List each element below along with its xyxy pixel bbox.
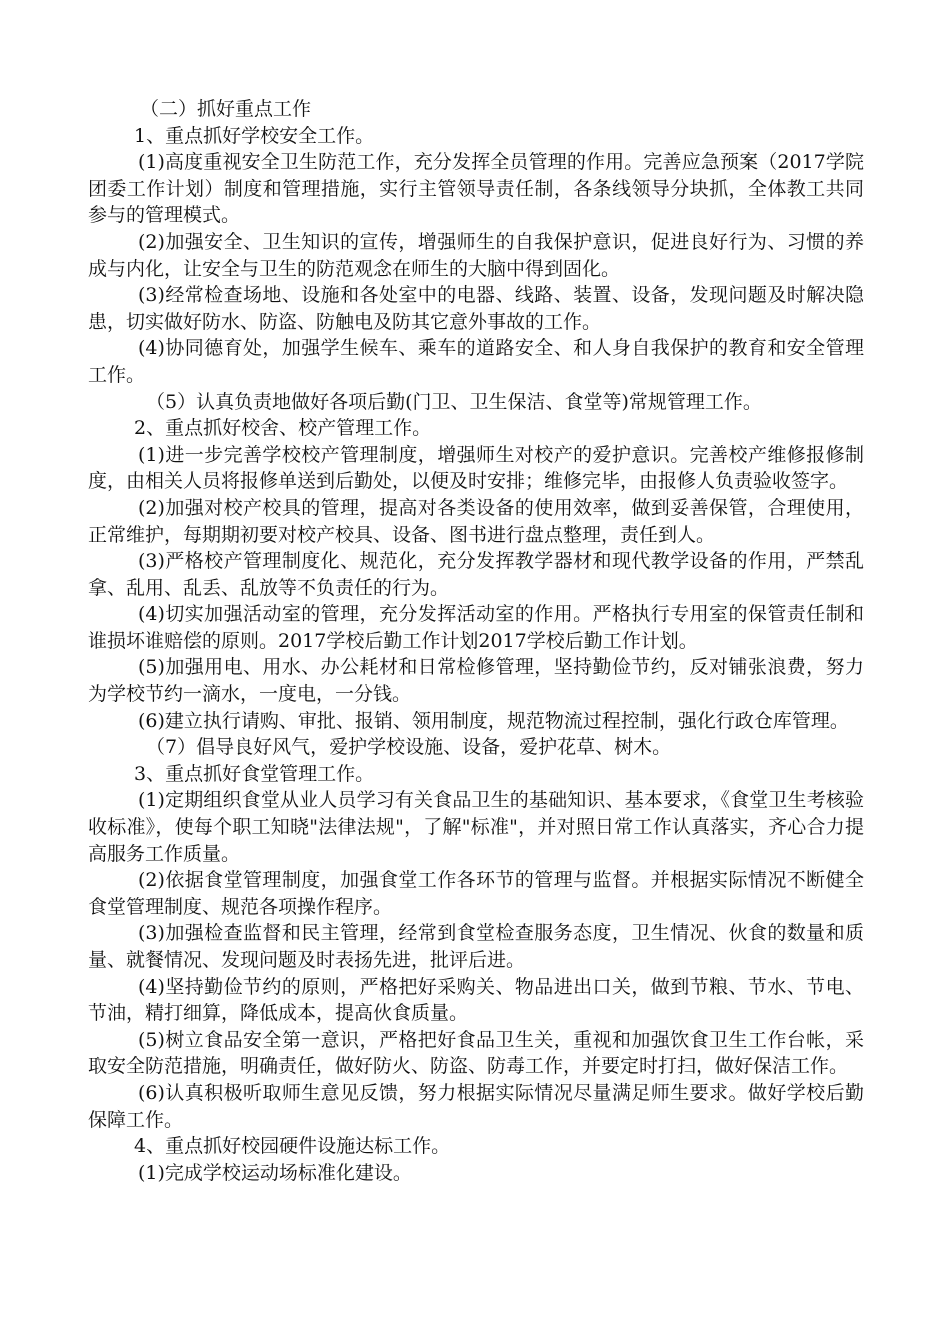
list-item: (2)加强安全、卫生知识的宣传，增强师生的自我保护意识，促进良好行为、习惯的养成与内化，让安全与卫生的防范观念在师生的大脑中得到固化。 xyxy=(88,230,864,280)
list-item: (1)高度重视安全卫生防范工作，充分发挥全员管理的作用。完善应急预案（2017学院团委工作计划）制度和管理措施，实行主管领导责任制，各条线领导分块抓，全体教工共同参与的管理模式。 xyxy=(88,151,864,227)
section-title: （二）抓好重点工作 xyxy=(140,98,312,120)
list-item: (5)树立食品安全第一意识，严格把好食品卫生关，重视和加强饮食卫生工作台帐，采取安全防范措施，明确责任，做好防火、防盗、防毒工作，并要定时打扫，做好保洁工作。 xyxy=(88,1028,864,1078)
list-item: (5)加强用电、用水、办公耗材和日常检修管理，坚持勤俭节约，反对铺张浪费，努力为学校节约一滴水，一度电，一分钱。 xyxy=(88,656,864,706)
list-item: (6)建立执行请购、审批、报销、领用制度，规范物流过程控制，强化行政仓库管理。 xyxy=(138,709,849,732)
paragraph-list xyxy=(88,123,864,1187)
subsection-heading: 1、重点抓好学校安全工作。 xyxy=(134,124,375,147)
list-item: (3)加强检查监督和民主管理，经常到食堂检查服务态度，卫生情况、伙食的数量和质量、就餐情况、发现问题及时表扬先进，批评后进。 xyxy=(88,922,864,971)
list-item: (1)完成学校运动场标准化建设。 xyxy=(138,1161,412,1184)
list-item: (2)依据食堂管理制度，加强食堂工作各环节的管理与监督。并根据实际情况不断健全食堂管理制度、规范各项操作程序。 xyxy=(88,869,864,918)
list-item: （5）认真负责地做好各项后勤(门卫、卫生保洁、食堂等)常规管理工作。 xyxy=(146,390,762,413)
document-body xyxy=(88,96,864,1186)
subsection-heading: 3、重点抓好食堂管理工作。 xyxy=(134,762,375,785)
list-item: (4)坚持勤俭节约的原则，严格把好采购关、物品进出口关，做到节粮、节水、节电、节油，精打细算，降低成本，提高伙食质量。 xyxy=(88,975,864,1025)
list-item: (6)认真积极听取师生意见反馈，努力根据实际情况尽量满足师生要求。做好学校后勤保障工作。 xyxy=(88,1081,864,1131)
list-item: （7）倡导良好风气，爱护学校设施、设备，爱护花草、树木。 xyxy=(146,736,672,759)
subsection-heading: 4、重点抓好校园硬件设施达标工作。 xyxy=(134,1135,451,1158)
list-item: (3)经常检查场地、设施和各处室中的电器、线路、装置、设备，发现问题及时解决隐患，切实做好防水、防盗、防触电及防其它意外事故的工作。 xyxy=(88,284,864,333)
list-item: (4)切实加强活动室的管理，充分发挥活动室的作用。严格执行专用室的保管责任制和谁损坏谁赔偿的原则。2017学校后勤工作计划2017学校后勤工作计划。 xyxy=(88,603,864,652)
list-item: (2)加强对校产校具的管理，提高对各类设备的使用效率，做到妥善保管，合理使用，正常维护，每期期初要对校产校具、设备、图书进行盘点整理，责任到人。 xyxy=(88,496,864,546)
list-item: (1)定期组织食堂从业人员学习有关食品卫生的基础知识、基本要求，《食堂卫生考核验收标准》，使每个职工知晓"法律法规"，了解"标准"，并对照日常工作认真落实，齐心合力提高服务工作质量。 xyxy=(88,789,864,865)
list-item: (4)协同德育处，加强学生候车、乘车的道路安全、和人身自我保护的教育和安全管理工作。 xyxy=(88,337,864,386)
list-item: (3)严格校产管理制度化、规范化，充分发挥教学器材和现代教学设备的作用，严禁乱拿、乱用、乱丢、乱放等不负责任的行为。 xyxy=(88,550,864,599)
list-item: (1)进一步完善学校校产管理制度，增强师生对校产的爱护意识。完善校产维修报修制度，由相关人员将报修单送到后勤处，以便及时安排；维修完毕，由报修人负责验收签字。 xyxy=(88,443,864,493)
subsection-heading: 2、重点抓好校舍、校产管理工作。 xyxy=(134,417,432,440)
